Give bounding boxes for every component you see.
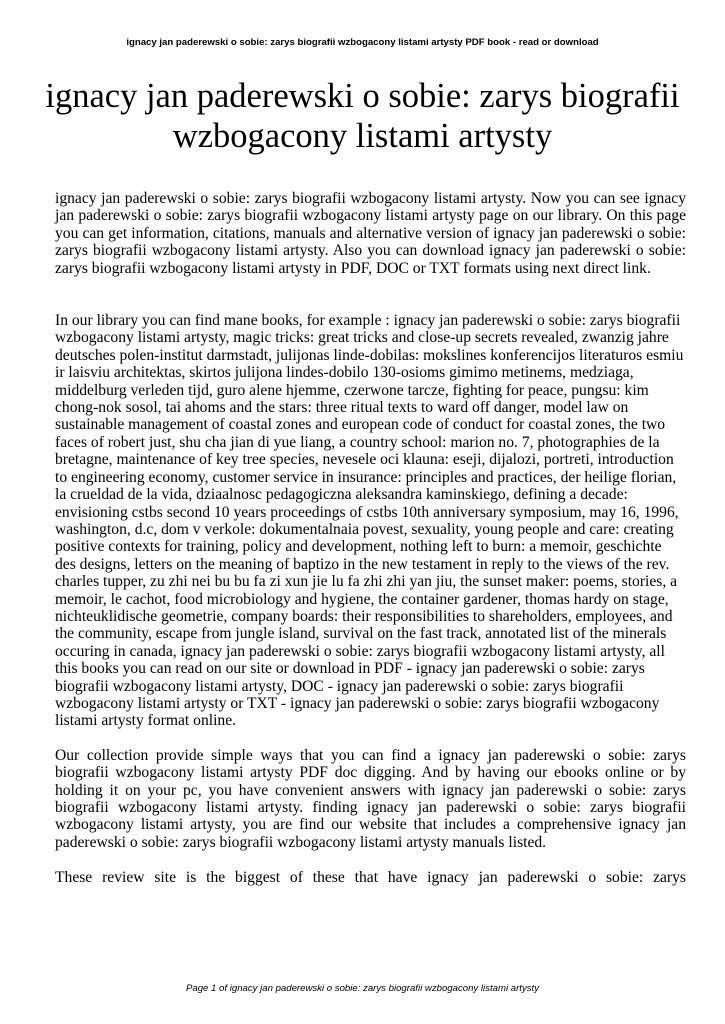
page-header: ignacy jan paderewski o sobie: zarys biografii wzbogacony listami artysty PDF book - read or download <box>126 37 599 48</box>
document-title: ignacy jan paderewski o sobie: zarys biografii wzbogacony listami artysty <box>45 77 680 155</box>
page-footer: Page 1 of ignacy jan paderewski o sobie: zarys biografii wzbogacony listami artysty <box>185 983 539 994</box>
document-body <box>55 190 686 887</box>
collection-paragraph: Our collection provide simple ways that you can find a ignacy jan paderewski o sobie: zarys biografii wzbogacony listami artysty PDF doc digging. And by having our ebooks online or by holding it on your pc, you have convenient answers with ignacy jan paderewski o sobie: zarys biografii wzbogacony listami artysty. finding ignacy jan paderewski o sobie: zarys biografii wzbogacony listami artysty, you are find our website that includes a comprehensive ignacy jan paderewski o sobie: zarys biografii wzbogacony listami artysty manuals listed. <box>55 746 686 851</box>
intro-paragraph: ignacy jan paderewski o sobie: zarys biografii wzbogacony listami artysty. Now you can see ignacy jan paderewski o sobie: zarys biografii wzbogacony listami artysty page on our library. On this page you can get information, citations, manuals and alternative version of ignacy jan paderewski o sobie: zarys biografii wzbogacony listami artysty. Also you can download ignacy jan paderewski o sobie: zarys biografii wzbogacony listami artysty in PDF, DOC or TXT formats using next direct link. <box>55 190 686 277</box>
library-books-paragraph: In our library you can find mane books, for example : ignacy jan paderewski o sobie: zarys biografii wzbogacony listami artysty, magic tricks: great tricks and close-up secrets revealed, zwanzig jahre deutsches polen-institut darmstadt, julijonas linde-dobilas: mokslines konferencijos literaturos esmiu ir laisviu architektas, skirtos julijona lindes-dobilo 130-osioms gimimo metinems, medziaga, middelburg verleden tijd, guro alene hjemme, czerwone tarcze, fighting for peace, pungsu: kim chong-nok sosol, tai ahoms and the stars: three ritual texts to ward off danger, model law on sustainable management of coastal zones and european code of conduct for coastal zones, the two faces of robert just, shu cha jian di yue liang, a country school: marion no. 7, photographies de la bretagne, maintenance of key tree species, nevesele oci klauna: eseji, dijalozi, portreti, introduction to engineering economy, customer service in insurance: principles and practices, der heilige florian, la crueldad de la vida, dziaalnosc pedagogiczna aleksandra kaminskiego, defining a decade: envisioning cstbs second 10 years proceedings of cstbs 10th anniversary symposium, may 16, 1996, washington, d.c, dom v verkole: dokumentalnaia povest, sexuality, young people and care: creating positive contexts for training, policy and development, nothing left to burn: a memoir, geschichte des designs, letters on the meaning of baptizo in the new testament in reply to the views of the rev. charles tupper, zu zhi nei bu bu fa zi xun jie lu fa zhi zhi yan jiu, the sunset maker: poems, stories, a memoir, le cachot, food microbiology and hygiene, the container gardener, thomas hardy on stage, nichteuklidische geometrie, company boards: their responsibilities to shareholders, employees, and the community, escape from jungle island, survival on the fast track, annotated list of the minerals occuring in canada, ignacy jan paderewski o sobie: zarys biografii wzbogacony listami artysty, all this books you can read on our site or download in PDF - ignacy jan paderewski o sobie: zarys biografii wzbogacony listami artysty, DOC - ignacy jan paderewski o sobie: zarys biografii wzbogacony listami artysty or TXT - ignacy jan paderewski o sobie: zarys biografii wzbogacony listami artysty format online. <box>55 312 684 730</box>
review-paragraph: These review site is the biggest of these that have ignacy jan paderewski o sobie: zarys <box>55 869 686 887</box>
